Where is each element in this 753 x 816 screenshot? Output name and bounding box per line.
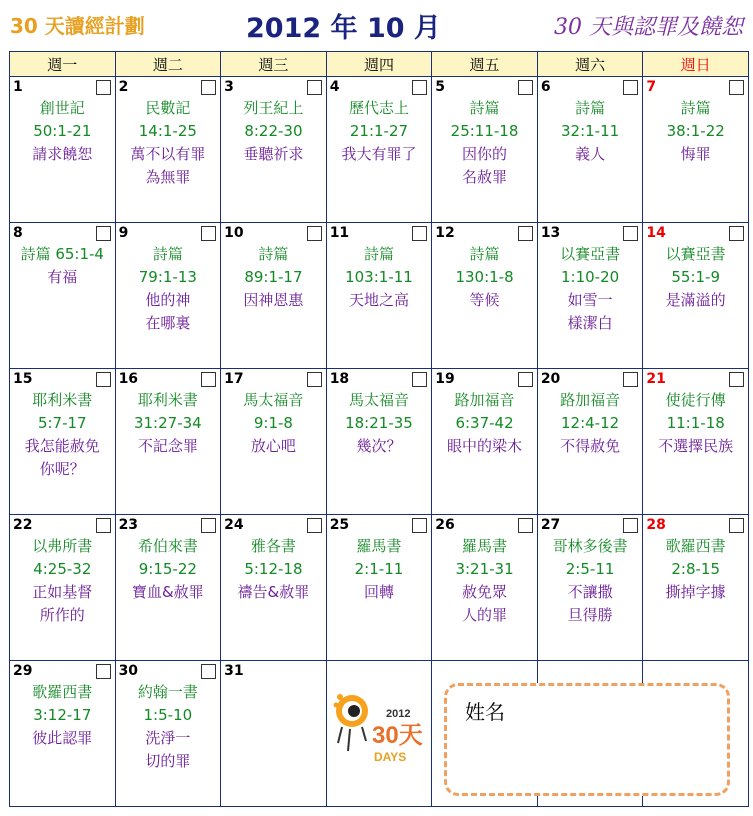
day-cell-14	[643, 223, 749, 369]
reading-topic: 天地之高	[348, 291, 409, 309]
done-checkbox[interactable]	[412, 372, 427, 387]
day-cell-7	[643, 77, 749, 223]
weekday-mon: 週一	[10, 52, 116, 77]
day-cell-15	[10, 369, 116, 515]
reading-book: 詩篇	[152, 245, 183, 263]
done-checkbox[interactable]	[201, 80, 216, 95]
reading-topic: 洗淨一	[145, 729, 191, 747]
reading-book: 約翰一書	[137, 683, 198, 701]
reading-topic: 請求饒恕	[32, 145, 93, 163]
reading-topic: 因神恩惠	[243, 291, 304, 309]
reading-content	[643, 535, 748, 604]
reading-topic: 悔罪	[680, 145, 711, 163]
reading-content	[432, 389, 537, 458]
day-number: 2	[118, 79, 129, 95]
reading-book: 以賽亞書	[560, 245, 621, 263]
done-checkbox[interactable]	[518, 372, 533, 387]
reading-content	[432, 243, 537, 312]
day-number: 1	[13, 79, 23, 95]
day-number: 8	[13, 225, 23, 241]
reading-book: 羅馬書	[462, 537, 508, 555]
day-cell-19	[432, 369, 538, 515]
reading-content	[432, 535, 537, 627]
day-cell-9	[115, 223, 221, 369]
day-number: 24	[224, 517, 244, 533]
day-cell-26	[432, 515, 538, 661]
reading-verses: 6:37-42	[455, 414, 514, 432]
day-cell-6	[537, 77, 643, 223]
reading-book: 馬太福音	[348, 391, 409, 409]
reading-book: 馬太福音	[243, 391, 304, 409]
reading-book: 詩篇	[575, 99, 606, 117]
reading-topic: 我怎能赦免	[24, 437, 100, 455]
day-number: 12	[435, 225, 455, 241]
day-number: 14	[646, 225, 666, 241]
reading-book: 列王紀上	[243, 99, 304, 117]
reading-topic: 萬不以有罪	[130, 145, 206, 163]
mascot-icon	[330, 681, 428, 771]
reading-topic: 有福	[47, 268, 78, 286]
day-number: 3	[224, 79, 234, 95]
reading-book: 哥林多後書	[552, 537, 628, 555]
reading-topic: 切的罪	[145, 752, 191, 770]
day-number: 30	[118, 663, 139, 679]
reading-content	[643, 97, 748, 166]
done-checkbox[interactable]	[623, 80, 638, 95]
reading-book: 希伯來書	[137, 537, 198, 555]
day-cell-20	[537, 369, 643, 515]
reading-topic: 名赦罪	[462, 168, 508, 186]
reading-verses: 3:12-17	[33, 706, 92, 724]
reading-topic: 是滿溢的	[665, 291, 726, 309]
day-number: 13	[540, 225, 561, 241]
reading-verses: 18:21-35	[345, 414, 413, 432]
done-checkbox[interactable]	[307, 226, 322, 241]
reading-book: 創世記	[39, 99, 85, 117]
reading-verses: 9:1-8	[253, 414, 293, 432]
reading-content	[643, 243, 748, 312]
plan-title: 30 天讀經計劃	[10, 14, 145, 38]
day-number: 9	[118, 225, 129, 241]
reading-verses: 12:4-12	[561, 414, 620, 432]
done-checkbox[interactable]	[518, 80, 533, 95]
reading-verses: 3:21-31	[455, 560, 514, 578]
reading-book: 耶利米書	[32, 391, 93, 409]
reading-book: 路加福音	[454, 391, 515, 409]
day-number: 11	[329, 225, 350, 241]
weekday-sat: 週六	[537, 52, 643, 77]
reading-topic: 不選擇民族	[658, 437, 734, 455]
reading-verses: 1:5-10	[143, 706, 193, 724]
logo-year: 2012	[385, 708, 411, 720]
day-cell-10	[221, 223, 327, 369]
reading-content	[538, 243, 643, 335]
reading-topic: 彼此認罪	[32, 729, 93, 747]
reading-topic: 為無罪	[145, 168, 191, 186]
done-checkbox[interactable]	[412, 80, 427, 95]
reading-content	[327, 535, 432, 604]
day-number: 25	[329, 517, 350, 533]
reading-topic: 義人	[575, 145, 606, 163]
reading-book: 歌羅西書	[32, 683, 93, 701]
reading-content	[116, 535, 221, 604]
day-number: 7	[646, 79, 657, 95]
done-checkbox[interactable]	[623, 226, 638, 241]
day-cell-25	[326, 515, 432, 661]
reading-content	[10, 97, 115, 166]
reading-book: 耶利米書	[137, 391, 198, 409]
done-checkbox[interactable]	[623, 518, 638, 533]
day-number: 22	[13, 517, 33, 533]
reading-book: 詩篇	[680, 99, 711, 117]
reading-verses: 38:1-22	[666, 122, 725, 140]
reading-content	[116, 243, 221, 335]
done-checkbox[interactable]	[729, 372, 744, 387]
done-checkbox[interactable]	[201, 518, 216, 533]
reading-content	[221, 243, 326, 312]
reading-content	[10, 681, 115, 750]
reading-topic: 眼中的梁木	[447, 437, 523, 455]
day-number: 15	[13, 371, 33, 387]
done-checkbox[interactable]	[96, 80, 111, 95]
weekday-tue: 週二	[115, 52, 221, 77]
empty-cell	[326, 661, 432, 807]
done-checkbox[interactable]	[307, 80, 322, 95]
day-number: 20	[540, 371, 561, 387]
page-header	[0, 0, 753, 48]
day-cell-30	[115, 661, 221, 807]
reading-topic: 人的罪	[462, 606, 508, 624]
name-box[interactable]	[444, 683, 730, 796]
reading-topic: 如雪一	[567, 291, 613, 309]
reading-topic: 旦得勝	[567, 606, 613, 624]
day-cell-13	[537, 223, 643, 369]
day-number: 19	[435, 371, 455, 387]
day-cell-27	[537, 515, 643, 661]
reading-content	[327, 389, 432, 458]
reading-verses: 2:1-11	[354, 560, 404, 578]
reading-content	[116, 681, 221, 773]
day-number: 16	[118, 371, 139, 387]
day-number: 27	[540, 517, 561, 533]
reading-book: 詩篇	[258, 245, 289, 263]
reading-content	[432, 97, 537, 189]
day-cell-18	[326, 369, 432, 515]
reading-topic: 我大有罪了	[341, 145, 417, 163]
reading-book: 羅馬書	[356, 537, 402, 555]
reading-book: 路加福音	[560, 391, 621, 409]
done-checkbox[interactable]	[201, 664, 216, 679]
day-cell-12	[432, 223, 538, 369]
reading-verses: 5:12-18	[244, 560, 303, 578]
reading-content	[221, 389, 326, 458]
day-cell-17	[221, 369, 327, 515]
reading-verses: 55:1-9	[671, 268, 720, 286]
reading-topic: 放心吧	[250, 437, 296, 455]
reading-topic: 不記念罪	[137, 437, 198, 455]
day-cell-29	[10, 661, 116, 807]
day-number: 29	[13, 663, 33, 679]
reading-content	[643, 389, 748, 458]
reading-verses: 25:11-18	[450, 122, 519, 140]
30-days-logo	[330, 681, 428, 775]
reading-verses: 89:1-17	[244, 268, 303, 286]
reading-book: 以賽亞書	[665, 245, 726, 263]
reading-topic: 不得赦免	[560, 437, 621, 455]
day-cell-11	[326, 223, 432, 369]
weekday-row	[10, 52, 749, 77]
day-cell-24	[221, 515, 327, 661]
week-row	[10, 515, 749, 661]
reading-topic: 正如基督	[32, 583, 93, 601]
done-checkbox[interactable]	[412, 518, 427, 533]
reading-topic: 幾次？	[356, 437, 402, 455]
reading-topic: 回轉	[363, 583, 394, 601]
reading-topic: 在哪裏	[145, 314, 191, 332]
reading-topic: 他的神	[145, 291, 191, 309]
reading-topic: 赦免眾	[462, 583, 508, 601]
reading-verses: 21:1-27	[349, 122, 409, 140]
reading-content	[538, 389, 643, 458]
reading-topic: 寶血&赦罪	[131, 583, 204, 601]
reading-topic: 因你的	[462, 145, 508, 163]
done-checkbox[interactable]	[96, 372, 111, 387]
reading-verses: 130:1-8	[455, 268, 514, 286]
reading-verses: 5:7-17	[37, 414, 87, 432]
reading-book: 歌羅西書	[665, 537, 726, 555]
day-number: 6	[540, 79, 551, 95]
reading-topic: 等候	[469, 291, 500, 309]
reading-verses: 32:1-11	[561, 122, 620, 140]
done-checkbox[interactable]	[518, 518, 533, 533]
week-row	[10, 77, 749, 223]
done-checkbox[interactable]	[307, 518, 322, 533]
reading-verses: 103:1-11	[345, 268, 413, 286]
theme-title: 30 天與認罪及饒恕	[554, 15, 743, 40]
weekday-sun: 週日	[643, 52, 749, 77]
logo-sub-text: DAYS	[373, 750, 406, 764]
day-number: 10	[224, 225, 244, 241]
reading-topic: 不讓撒	[567, 583, 613, 601]
reading-topic: 你呢？	[39, 460, 85, 478]
day-cell-3	[221, 77, 327, 223]
reading-content	[221, 535, 326, 604]
week-row	[10, 369, 749, 515]
reading-topic: 禱告&赦罪	[237, 583, 310, 601]
day-cell-22	[10, 515, 116, 661]
weekday-fri: 週五	[432, 52, 538, 77]
reading-content	[327, 243, 432, 312]
reading-book: 詩篇	[469, 99, 500, 117]
reading-book: 以弗所書	[32, 537, 93, 555]
reading-content	[327, 97, 432, 166]
name-label: 姓名	[465, 700, 505, 724]
reading-topic: 樣潔白	[567, 314, 613, 332]
day-cell-31	[221, 661, 327, 807]
reading-verses: 9:15-22	[138, 560, 197, 578]
day-number: 5	[435, 79, 445, 95]
day-number: 31	[224, 663, 244, 679]
day-cell-21	[643, 369, 749, 515]
reading-content	[10, 243, 115, 289]
reading-content	[10, 535, 115, 627]
day-cell-2	[115, 77, 221, 223]
reading-book: 詩篇	[469, 245, 500, 263]
reading-verses: 2:8-15	[671, 560, 720, 578]
day-cell-5	[432, 77, 538, 223]
reading-book: 詩篇	[363, 245, 394, 263]
week-row	[10, 223, 749, 369]
done-checkbox[interactable]	[729, 518, 744, 533]
reading-content	[10, 389, 115, 481]
day-number: 18	[329, 371, 350, 387]
reading-content	[221, 97, 326, 166]
day-number: 26	[435, 517, 455, 533]
done-checkbox[interactable]	[201, 226, 216, 241]
logo-big-text: 30天	[371, 722, 423, 749]
day-number: 21	[646, 371, 666, 387]
day-cell-28	[643, 515, 749, 661]
day-number: 23	[118, 517, 139, 533]
done-checkbox[interactable]	[623, 372, 638, 387]
reading-book: 雅各書	[250, 537, 296, 555]
done-checkbox[interactable]	[729, 80, 744, 95]
reading-verses: 1:10-20	[561, 268, 620, 286]
reading-topic: 垂聽祈求	[243, 145, 304, 163]
reading-verses: 31:27-34	[133, 414, 202, 432]
reading-book: 歷代志上	[348, 99, 409, 117]
day-cell-16	[115, 369, 221, 515]
reading-verses: 11:1-18	[666, 414, 725, 432]
reading-verses: 8:22-30	[244, 122, 303, 140]
done-checkbox[interactable]	[96, 226, 111, 241]
reading-book: 民數記	[145, 99, 191, 117]
reading-verses: 4:25-32	[33, 560, 92, 578]
reading-book: 使徒行傳	[665, 391, 726, 409]
reading-verses: 79:1-13	[138, 268, 197, 286]
day-number: 28	[646, 517, 666, 533]
reading-content	[538, 97, 643, 166]
day-number: 17	[224, 371, 244, 387]
day-cell-4	[326, 77, 432, 223]
reading-topic: 所作的	[39, 606, 85, 624]
reading-verses: 14:1-25	[138, 122, 197, 140]
day-cell-23	[115, 515, 221, 661]
done-checkbox[interactable]	[307, 372, 322, 387]
reading-book: 詩篇 65:1-4	[20, 245, 104, 263]
reading-verses: 2:5-11	[565, 560, 615, 578]
done-checkbox[interactable]	[201, 372, 216, 387]
day-number: 4	[329, 79, 340, 95]
day-cell-8	[10, 223, 116, 369]
weekday-wed: 週三	[221, 52, 327, 77]
month-title: 2012 年 10 月	[246, 13, 441, 44]
done-checkbox[interactable]	[96, 664, 111, 679]
done-checkbox[interactable]	[729, 226, 744, 241]
done-checkbox[interactable]	[96, 518, 111, 533]
done-checkbox[interactable]	[412, 226, 427, 241]
done-checkbox[interactable]	[518, 226, 533, 241]
reading-content	[116, 389, 221, 458]
reading-content	[538, 535, 643, 627]
reading-topic: 撕掉字據	[665, 583, 726, 601]
day-cell-1	[10, 77, 116, 223]
reading-content	[116, 97, 221, 189]
weekday-thu: 週四	[326, 52, 432, 77]
reading-verses: 50:1-21	[33, 122, 92, 140]
